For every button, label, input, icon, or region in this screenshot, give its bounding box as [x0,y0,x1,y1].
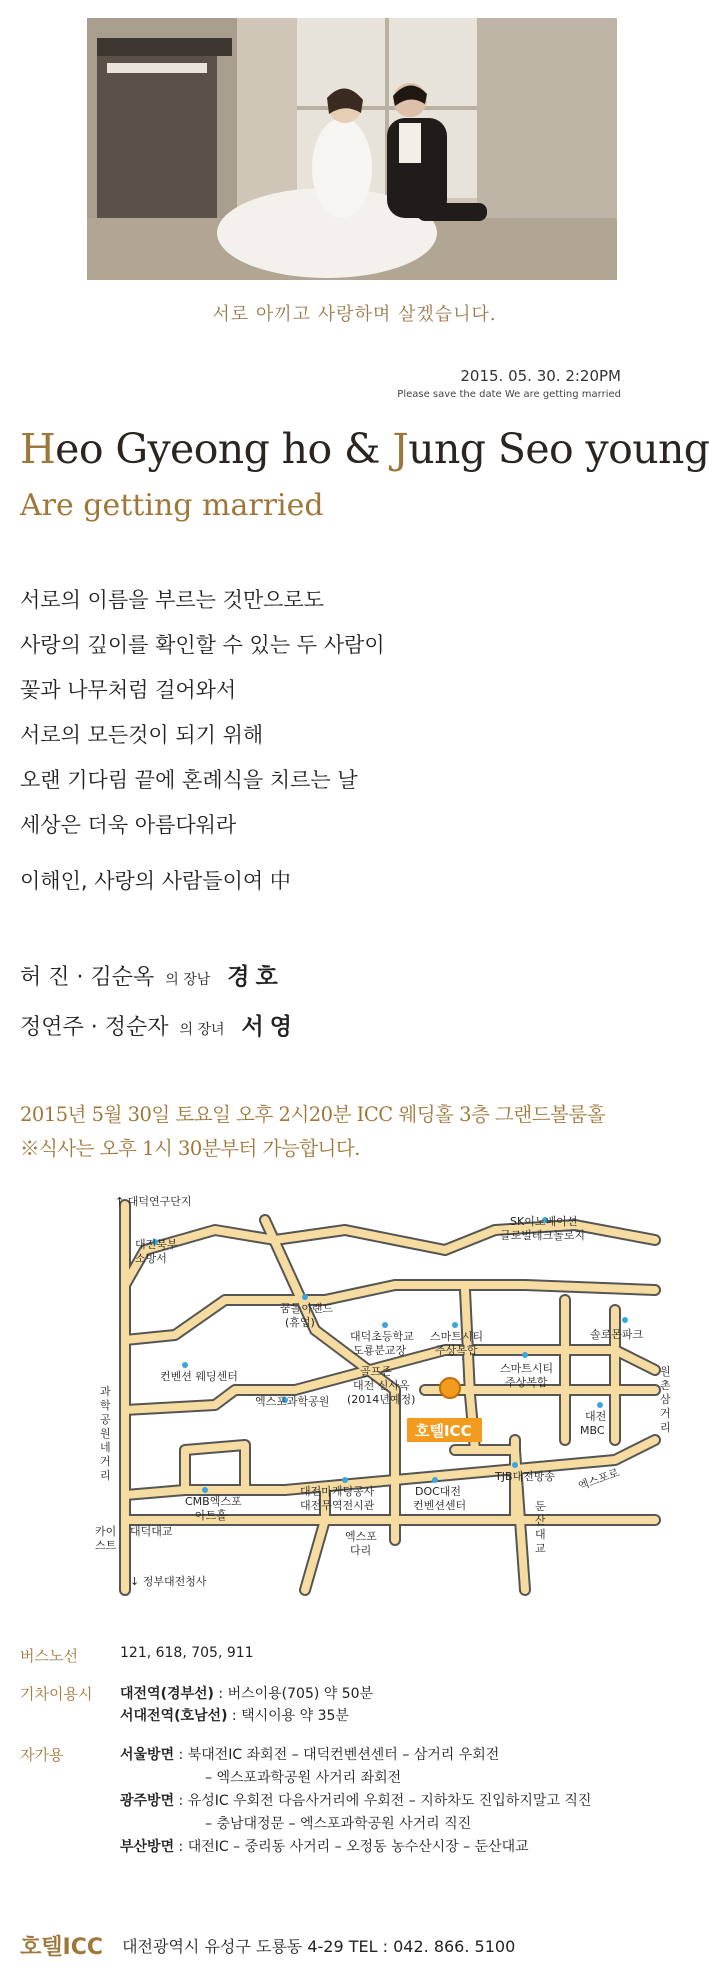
map-label: 다리 [350,1544,372,1557]
event-details [20,1098,605,1166]
bride-initial: J [392,425,409,473]
landmark-dot [182,1362,188,1368]
poem-line: 사랑의 깊이를 확인할 수 있는 두 사람이 [20,633,385,657]
bride-parents: 정연주 · 정순자 [20,1015,169,1040]
map-label: 대전 신사옥 [353,1379,410,1392]
map-label: 엑스포과학공원 [255,1395,330,1408]
gwangju-route-1: : 유성IC 우회전 다음사거리에 우회전 – 지하차도 진입하지말고 직진 [174,1793,592,1809]
landmark-dot [302,1294,308,1300]
map-label: ↑ 대덕연구단지 [115,1195,192,1208]
poem [20,585,385,855]
map-label: 공 [100,1413,111,1426]
bride-name-rest: ung Seo young [408,425,709,473]
gwangju-direction: 광주방면 [120,1793,175,1809]
hotel-logo: 호텔ICC [20,1935,103,1960]
map-label: ↓ 정부대전청사 [130,1575,207,1588]
busan-route-1: : 대전IC – 중리동 사거리 – 오정동 농수산시장 – 둔산대교 [174,1839,529,1855]
map-label: SK이노베이션 [510,1215,578,1228]
map-label: 스마트시티 [500,1362,554,1375]
bus-routes: 121, 618, 705, 911 [120,1645,254,1661]
map-label: (휴업) [285,1316,315,1329]
map-label: 교 [535,1542,546,1555]
gwangju-route-2: – 충남대정문 – 엑스포과학공원 사거리 직진 [205,1816,472,1832]
groom-initial: H [20,425,56,473]
seoul-route-2: – 엑스포과학공원 사거리 좌회전 [205,1770,402,1786]
event-datetime-venue: 2015년 5월 30일 토요일 오후 2시20분 ICC 웨딩홀 3층 그랜드볼룸홀 [20,1103,606,1126]
bride-first-name: 서영 [241,1014,298,1040]
map-label: 아트홀 [195,1509,227,1522]
map-label: 리 [660,1421,671,1434]
bus-label: 버스노선 [20,1647,78,1665]
landmark-dot [512,1462,518,1468]
car-label: 자가용 [20,1746,64,1764]
map-label: 주상복합 [505,1376,548,1389]
map-label: 대덕초등학교 [350,1330,414,1343]
groom-relation: 의 장남 [165,972,211,988]
map-label: 산 [535,1514,546,1527]
map-label: 컨벤션 웨딩센터 [160,1370,238,1383]
poem-line: 꽃과 나무처럼 걸어와서 [20,678,237,702]
map-label: 네 [100,1441,111,1454]
hotel-address: 대전광역시 유성구 도룡동 4-29 TEL : 042. 866. 5100 [122,1937,516,1956]
train-option-1 [120,1683,373,1703]
landmark-dot [597,1402,603,1408]
footer [20,1930,690,1960]
busan-direction: 부산방면 [120,1839,175,1855]
map-label: 과 [100,1385,111,1398]
map-label: (2014년예정) [347,1393,416,1406]
wedding-photo [87,18,617,280]
map-label: 대전무역전시관 [300,1499,375,1512]
landmark-dot [522,1352,528,1358]
map-label: 대 [535,1528,546,1541]
groom-name-rest: eo Gyeong ho & [55,425,393,473]
train-label: 기차이용시 [20,1685,93,1703]
landmark-dot [342,1477,348,1483]
train-info-2: : 택시이용 약 35분 [227,1708,349,1724]
map-label: 거 [660,1407,671,1420]
landmark-dot [622,1317,628,1323]
map-label: 소방서 [135,1252,167,1265]
map-label: 주상복합 [435,1344,478,1357]
poem-line: 서로의 모든것이 되기 위해 [20,723,264,747]
parents-section [20,960,298,1060]
poem-line: 오랜 기다림 끝에 혼례식을 치르는 날 [20,768,358,792]
map-label: 대덕대교 [130,1525,173,1538]
seoul-direction: 서울방면 [120,1747,175,1763]
getting-married-text: Are getting married [20,488,324,523]
couple-names [20,425,709,473]
meal-notice: ※식사는 오후 1시 30분부터 가능합니다. [20,1137,360,1160]
map-label: DOC대전 [415,1485,462,1498]
map-label: 컨벤션센터 [413,1499,467,1512]
map-label: 삼 [660,1393,671,1406]
poem-line: 세상은 더욱 아름다워라 [20,813,237,837]
hotel-label: 호텔ICC [415,1422,472,1440]
map-label: 엑스포 [345,1530,377,1543]
bride-relation: 의 장녀 [179,1022,225,1038]
map-label: 골프존 [360,1365,392,1378]
map-label: 리 [100,1469,111,1482]
seoul-route [120,1744,499,1764]
train-station-2: 서대전역(호남선) [120,1708,228,1724]
map-label: TJB대전방송 [495,1470,556,1483]
map-label: 글로벌테크놀로지 [500,1229,586,1242]
map-label: 스마트시티 [430,1330,484,1343]
map-label: 솔로몬파크 [590,1328,644,1341]
map-label: 대전북부 [135,1238,178,1251]
poem-attribution: 이해인, 사랑의 사람들이여 中 [20,869,291,893]
train-station-1: 대전역(경부선) [120,1686,214,1702]
tagline: 서로 아끼고 사랑하며 살겠습니다. [212,304,497,325]
map-label: 원 [660,1365,671,1378]
map-label: 촌 [660,1379,671,1392]
groom-parents-row [20,960,298,1010]
map-label: 꿈돌이랜드 [280,1302,334,1315]
hotel-location-marker [440,1378,460,1398]
map-label: 대전마케팅공사 [300,1485,375,1498]
landmark-dot [452,1322,458,1328]
groom-parents: 허 진 · 김순옥 [20,965,155,990]
map-label: 둔 [535,1500,546,1513]
map-label: 스트 [95,1539,117,1552]
landmark-dot [202,1487,208,1493]
busan-route [120,1836,529,1856]
map-label: 엑스포로 [576,1466,621,1493]
seoul-route-1: : 북대전IC 좌회전 – 대덕컨벤션센터 – 삼거리 우회전 [174,1747,500,1763]
map-label: 대전 [585,1410,607,1423]
landmark-dot [382,1322,388,1328]
wedding-date: 2015. 05. 30. 2:20PM [460,367,621,385]
poem-line: 서로의 이름을 부르는 것만으로도 [20,588,325,612]
map-label: 카이 [95,1525,117,1538]
map-label: 거 [100,1455,111,1468]
map-label: 학 [100,1399,111,1412]
bride-parents-row [20,1010,298,1060]
landmark-dot [432,1477,438,1483]
map-label: 도룡분교장 [353,1344,407,1357]
wedding-photo-illustration [87,18,617,280]
save-the-date-text: Please save the date We are getting married [397,389,621,400]
map-label: CMB엑스포 [185,1495,242,1508]
train-option-2 [120,1705,349,1725]
train-info-1: : 버스이용(705) 약 50분 [213,1686,374,1702]
gwangju-route [120,1790,591,1810]
map-label: 원 [100,1427,111,1440]
groom-first-name: 경호 [227,964,284,990]
location-map [95,1190,685,1610]
map-label: MBC [580,1424,605,1437]
